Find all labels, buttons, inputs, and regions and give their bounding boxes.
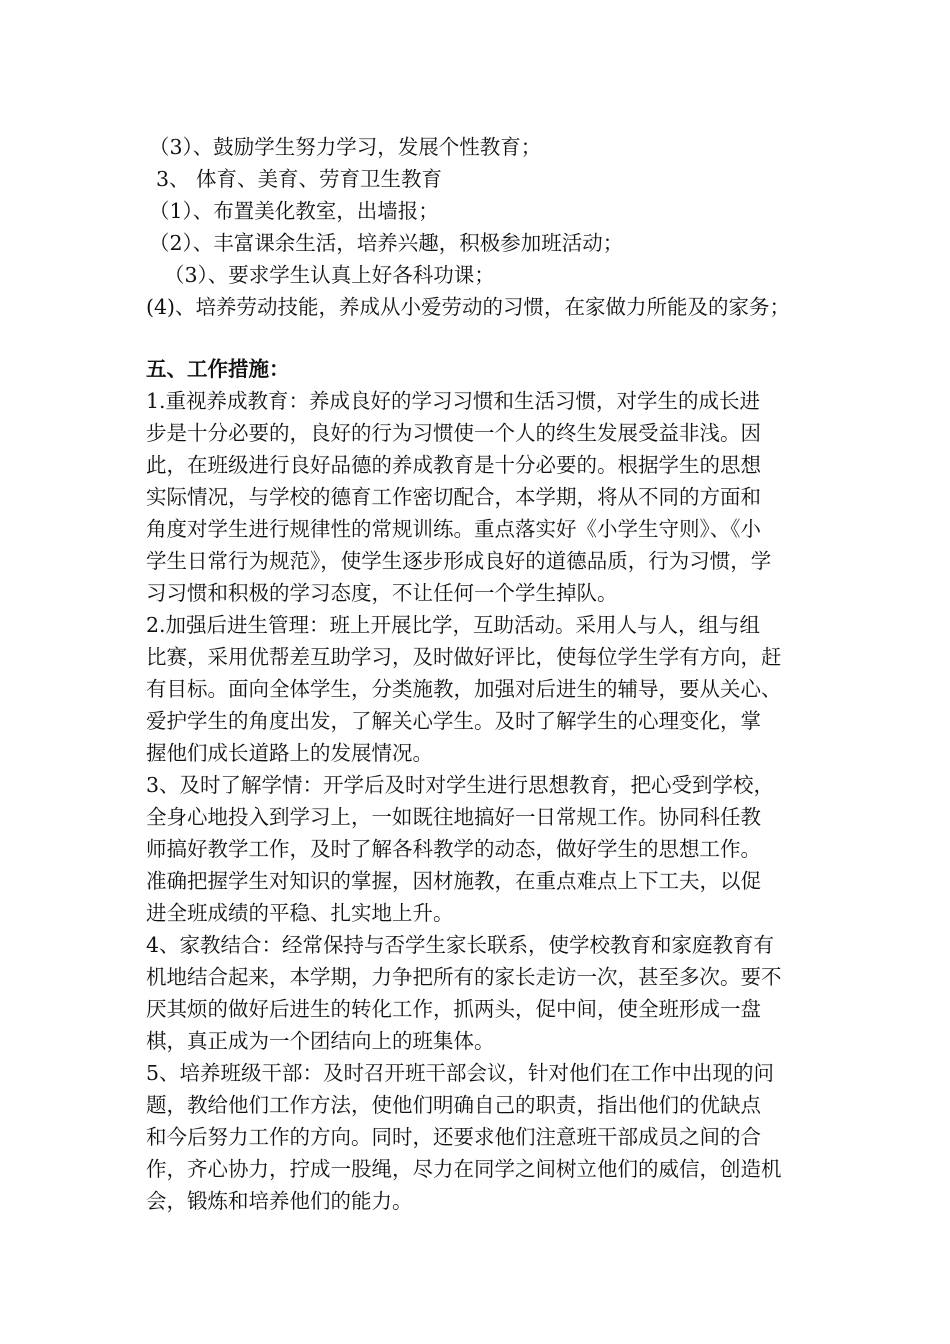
list-item-4: (4)、培养劳动技能，养成从小爱劳动的习惯，在家做力所能及的家务；	[146, 295, 791, 319]
section-5-heading: 五、工作措施：	[146, 357, 290, 381]
paragraph-2	[146, 609, 818, 769]
list-item-1: （1）、布置美化教室，出墙报；	[149, 199, 439, 223]
paragraph-line: 爱护学生的角度出发，了解关心学生。及时了解学生的心理变化，掌	[146, 709, 761, 733]
paragraph-line: 角度对学生进行规律性的常规训练。重点落实好《小学生守则》、《小	[146, 517, 761, 541]
paragraph-line: 实际情况，与学校的德育工作密切配合，本学期，将从不同的方面和	[146, 485, 761, 509]
paragraph-line: 握他们成长道路上的发展情况。	[146, 741, 433, 765]
paragraph-1	[146, 385, 818, 609]
paragraph-line: 比赛，采用优帮差互助学习，及时做好评比，使每位学生学有方向，赶	[146, 645, 782, 669]
paragraph-3	[146, 769, 818, 929]
paragraph-line: 题，教给他们工作方法，使他们明确自己的职责，指出他们的优缺点	[146, 1093, 761, 1117]
list-item-2: （2）、丰富课余生活，培养兴趣，积极参加班活动；	[149, 231, 624, 255]
paragraph-line: 师搞好教学工作，及时了解各科教学的动态，做好学生的思想工作。	[146, 837, 761, 861]
paragraph-line: 3、及时了解学情：开学后及时对学生进行思想教育，把心受到学校，	[146, 773, 775, 797]
paragraph-line: 和今后努力工作的方向。同时，还要求他们注意班干部成员之间的合	[146, 1125, 761, 1149]
paragraph-line: 进全班成绩的平稳、扎实地上升。	[146, 901, 454, 925]
list-item-3a: （3）、鼓励学生努力学习，发展个性教育；	[149, 135, 542, 159]
paragraph-line: 会，锻炼和培养他们的能力。	[146, 1189, 413, 1213]
paragraph-line: 作，齐心协力，拧成一股绳，尽力在同学之间树立他们的威信，创造机	[146, 1157, 782, 1181]
paragraph-line: 1.重视养成教育：养成良好的学习习惯和生活习惯，对学生的成长进	[146, 389, 761, 413]
paragraph-line: 4、家教结合：经常保持与否学生家长联系，使学校教育和家庭教育有	[146, 933, 775, 957]
paragraph-line: 2.加强后进生管理：班上开展比学，互助活动。采用人与人，组与组	[146, 613, 761, 637]
section-3-title: 3、 体育、美育、劳育卫生教育	[156, 167, 443, 191]
paragraph-line: 机地结合起来，本学期，力争把所有的家长走访一次，甚至多次。要不	[146, 965, 782, 989]
paragraph-line: 习习惯和积极的学习态度，不让任何一个学生掉队。	[146, 581, 618, 605]
paragraph-4	[146, 929, 818, 1057]
spacer	[146, 323, 818, 353]
paragraph-line: 厌其烦的做好后进生的转化工作，抓两头，促中间，使全班形成一盘	[146, 997, 761, 1021]
list-item-3b: （3）、要求学生认真上好各科功课；	[164, 263, 495, 287]
paragraph-line: 有目标。面向全体学生，分类施教，加强对后进生的辅导，要从关心、	[146, 677, 782, 701]
paragraph-line: 此，在班级进行良好品德的养成教育是十分必要的。根据学生的思想	[146, 453, 761, 477]
paragraph-line: 棋，真正成为一个团结向上的班集体。	[146, 1029, 495, 1053]
paragraph-line: 学生日常行为规范》，使学生逐步形成良好的道德品质，行为习惯，学	[146, 549, 772, 573]
paragraph-5	[146, 1057, 818, 1217]
paragraph-line: 准确把握学生对知识的掌握，因材施教，在重点难点上下工夫，以促	[146, 869, 761, 893]
document-page	[146, 131, 818, 1217]
paragraph-line: 全身心地投入到学习上，一如既往地搞好一日常规工作。协同科任教	[146, 805, 761, 829]
paragraph-line: 5、培养班级干部：及时召开班干部会议，针对他们在工作中出现的问	[146, 1061, 775, 1085]
paragraph-line: 步是十分必要的，良好的行为习惯使一个人的终生发展受益非浅。因	[146, 421, 761, 445]
